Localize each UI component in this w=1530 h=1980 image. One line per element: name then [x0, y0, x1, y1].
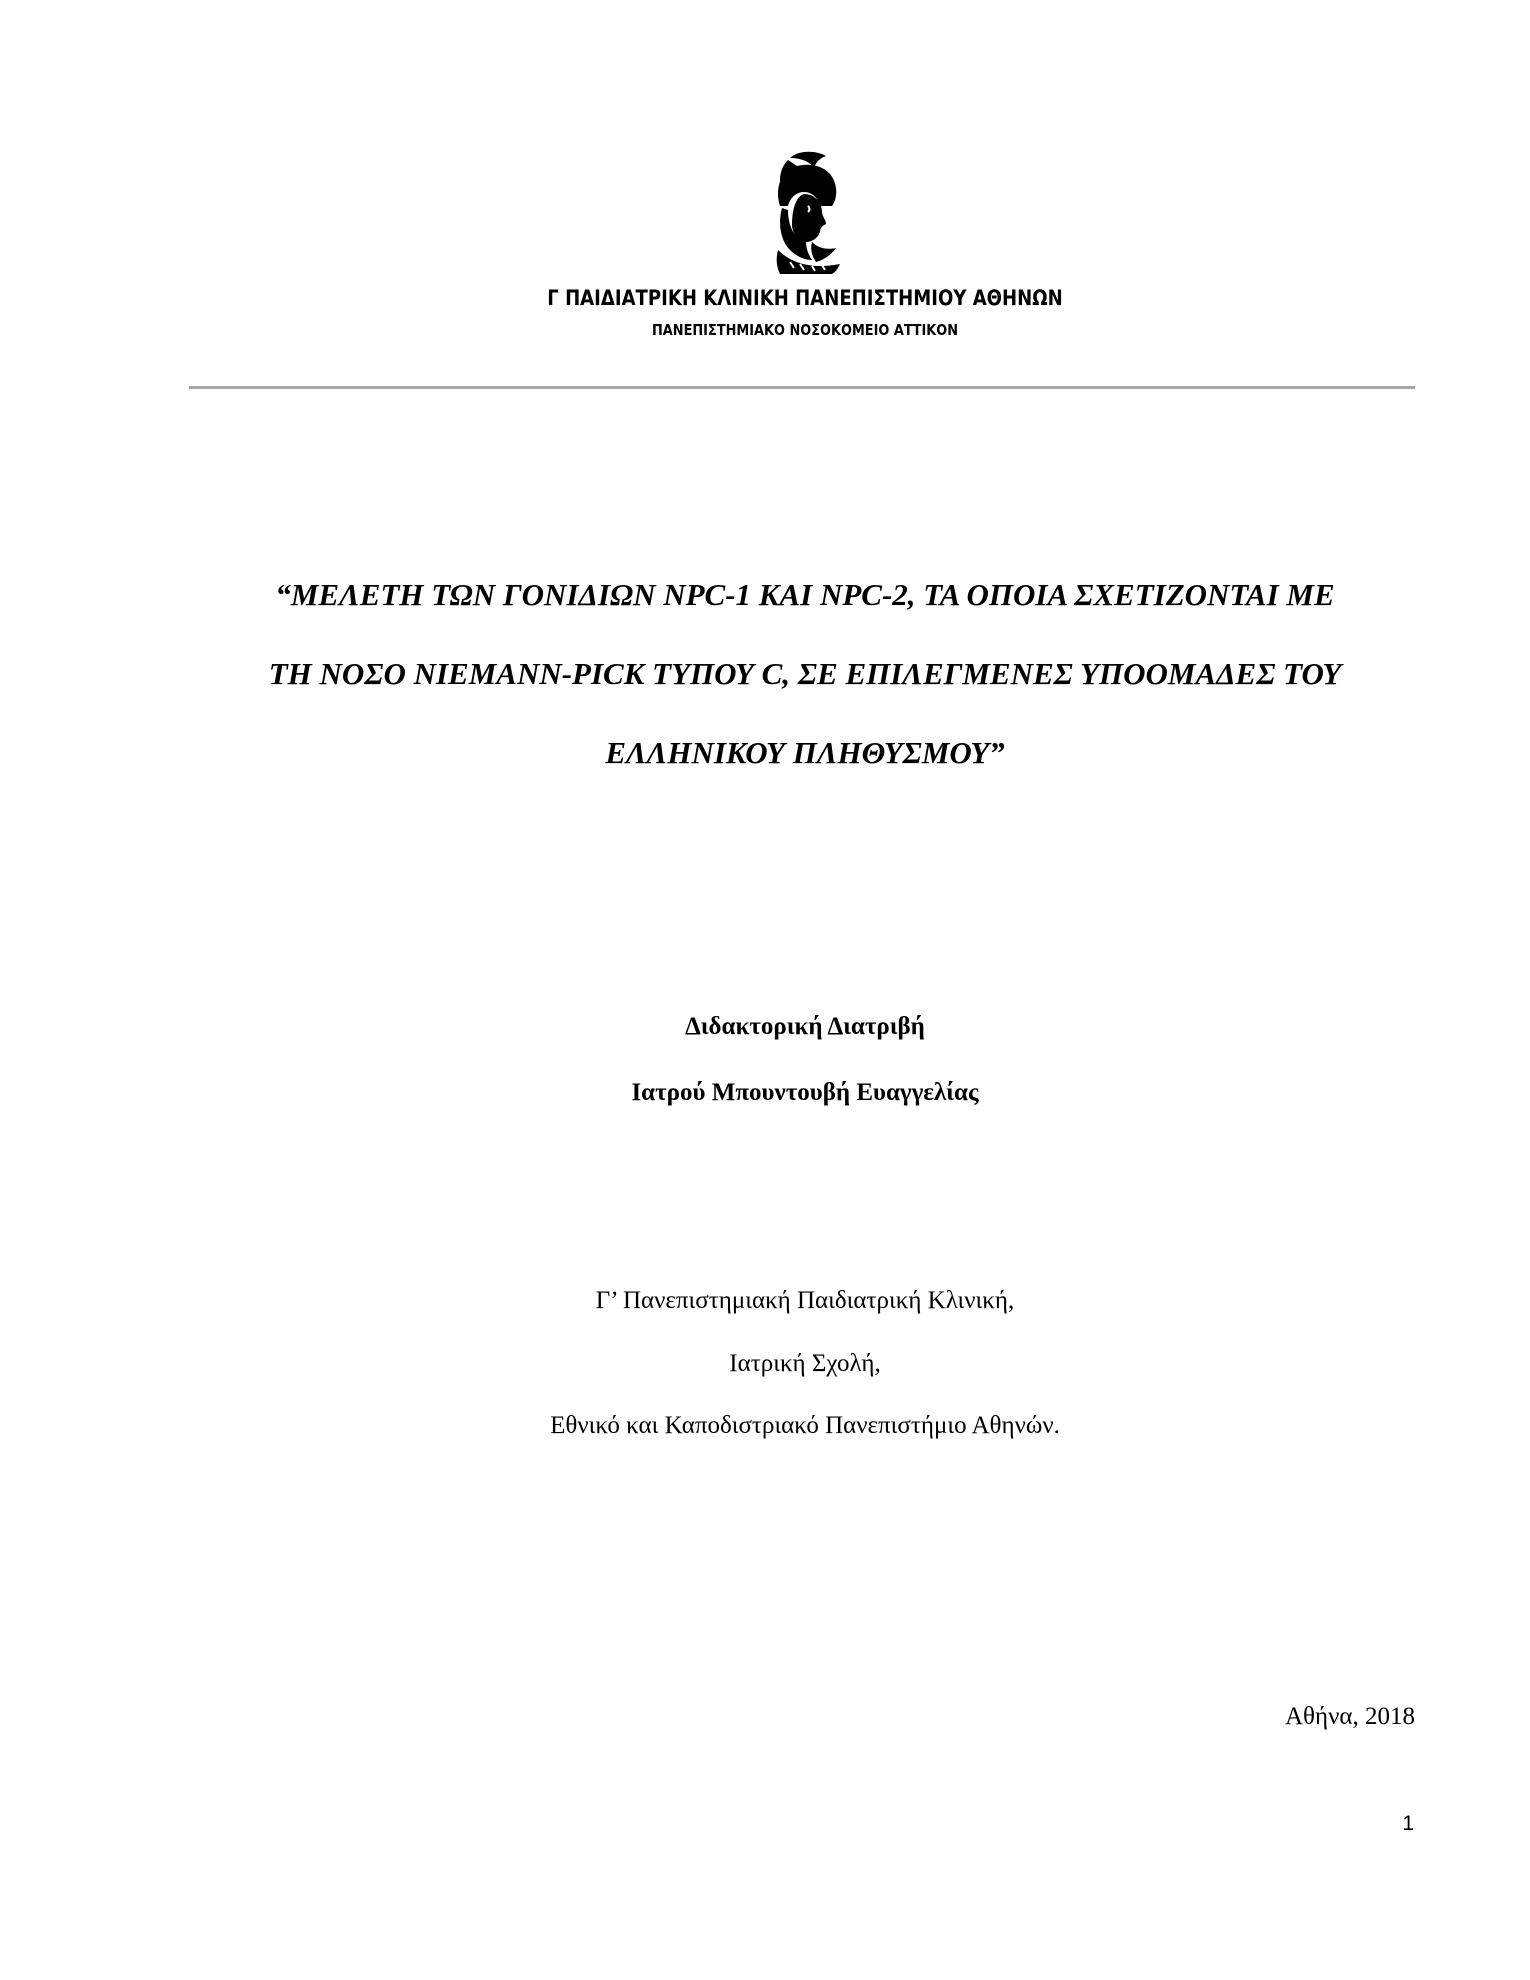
thesis-title-line: “ΜΕΛΕΤΗ ΤΩΝ ΓΟΝΙΔΙΩΝ NPC-1 ΚΑΙ NPC-2, ΤΑ ΟΠΟΙΑ ΣΧΕΤΙΖΟΝΤΑΙ ΜΕ	[275, 577, 1335, 612]
thesis-title-line: ΕΛΛΗΝΙΚΟΥ ΠΛΗΘΥΣΜΟΥ”	[605, 735, 1005, 770]
page-number: 1	[1402, 1812, 1414, 1835]
place-and-date: Αθήνα, 2018	[1284, 1703, 1415, 1730]
institution-name: Γ ΠΑΙΔΙΑΤΡΙΚΗ ΚΛΙΝΙΚΗ ΠΑΝΕΠΙΣΤΗΜΙΟΥ ΑΘΗΝΩΝ	[547, 286, 1063, 310]
thesis-title	[160, 555, 1450, 792]
header-divider	[189, 386, 1415, 389]
affiliation-clinic: Γ’ Πανεπιστημιακή Παιδιατρική Κλινική,	[595, 1287, 1015, 1314]
athena-helmet-logo-icon	[760, 150, 856, 275]
thesis-type: Διδακτορική Διατριβή	[685, 1013, 925, 1040]
thesis-author: Ιατρού Μπουντουβή Ευαγγελίας	[631, 1079, 979, 1106]
affiliation-university: Εθνικό και Καποδιστριακό Πανεπιστήμιο Αθηνών.	[550, 1412, 1060, 1439]
thesis-title-line: ΤΗ ΝΟΣΟ NIEMANN-PICK ΤΥΠΟΥ C, ΣΕ ΕΠΙΛΕΓΜΕΝΕΣ ΥΠΟΟΜΑΔΕΣ ΤΟΥ	[268, 656, 1342, 691]
hospital-name: ΠΑΝΕΠΙΣΤΗΜΙΑΚΟ ΝΟΣΟΚΟΜΕΙΟ ΑΤΤΙΚΟΝ	[651, 321, 959, 339]
affiliation-school: Ιατρική Σχολή,	[729, 1350, 881, 1377]
